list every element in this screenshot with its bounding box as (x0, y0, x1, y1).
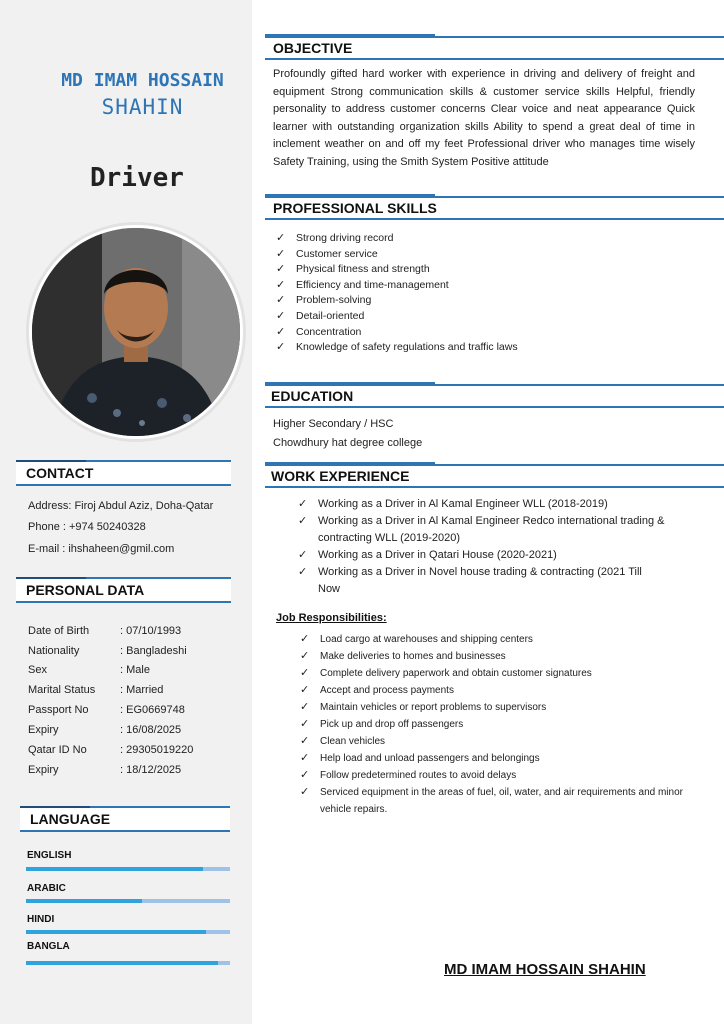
job-title: Driver (90, 163, 184, 193)
check-icon: ✓ (300, 633, 310, 645)
check-icon: ✓ (298, 549, 308, 561)
responsibility-text: Accept and process payments (320, 685, 454, 696)
professional-skills-heading (265, 196, 724, 220)
list-item (274, 293, 518, 309)
language-bar-fill (26, 899, 142, 903)
personal-value: : Married (120, 684, 164, 696)
list-item (274, 247, 518, 263)
list-item (298, 699, 698, 716)
check-icon: ✓ (298, 498, 308, 510)
heading-accent (265, 34, 435, 37)
list-item (298, 665, 698, 682)
education-heading-text: EDUCATION (271, 388, 354, 404)
check-icon: ✓ (276, 278, 286, 291)
list-item (274, 278, 518, 294)
personal-row (28, 764, 228, 776)
objective-heading (265, 36, 724, 60)
list-item (296, 547, 666, 564)
responsibility-text: Maintain vehicles or report problems to supervisors (320, 702, 547, 713)
language-name: BANGLA (27, 941, 70, 952)
heading-accent (16, 577, 86, 579)
footer-name: MD IMAM HOSSAIN SHAHIN (444, 961, 646, 978)
objective-text: Profoundly gifted hard worker with experience in driving and delivery of freight and equipment Strong communication skills & customer service skills Helpful, friendly personality to address customer concerns Clear voice and neat appearance Quick learner with outstanding organization skills Ability to spend a great deal of time in inclement weather on and off my feet Professional driver who manages time wisely Safety Training, using the Smith System Positive attitude (273, 68, 695, 168)
personal-value: : Bangladeshi (120, 645, 187, 657)
personal-label: Sex (28, 664, 47, 676)
language-bar-fill (26, 930, 206, 934)
language-bar (26, 867, 230, 871)
responsibility-text: Make deliveries to homes and businesses (320, 651, 506, 662)
personal-data-heading (16, 577, 231, 603)
skill-text: Knowledge of safety regulations and traffic laws (296, 341, 518, 354)
contact-heading-text: CONTACT (26, 465, 94, 481)
check-icon: ✓ (276, 309, 286, 322)
personal-row (28, 645, 228, 657)
check-icon: ✓ (300, 718, 310, 730)
check-icon: ✓ (300, 667, 310, 679)
education-heading (265, 384, 724, 408)
personal-value: : 18/12/2025 (120, 764, 182, 776)
language-bar-fill (26, 867, 203, 871)
profile-photo (32, 228, 240, 436)
check-icon: ✓ (298, 515, 308, 527)
work-list (296, 496, 666, 598)
skill-text: Customer service (296, 247, 378, 260)
work-item-text: Working as a Driver in Novel house trading & contracting (2021 Till Now (318, 566, 642, 595)
check-icon: ✓ (298, 566, 308, 578)
list-item (296, 496, 666, 513)
check-icon: ✓ (300, 769, 310, 781)
list-item (298, 631, 698, 648)
language-heading (20, 806, 230, 832)
list-item (298, 648, 698, 665)
personal-label: Expiry (28, 764, 59, 776)
list-item (274, 231, 518, 247)
language-bar (26, 930, 230, 934)
contact-address: Address: Firoj Abdul Aziz, Doha-Qatar (28, 500, 214, 512)
personal-value: : 16/08/2025 (120, 724, 182, 736)
name-line2: SHAHIN (101, 95, 184, 119)
list-item (298, 767, 698, 784)
responsibility-text: Help load and unload passengers and belongings (320, 753, 540, 764)
responsibility-text: Pick up and drop off passengers (320, 719, 464, 730)
personal-row (28, 724, 228, 736)
list-item (274, 262, 518, 278)
check-icon: ✓ (276, 325, 286, 338)
contact-phone: Phone : +974 50240328 (28, 521, 146, 533)
heading-accent (265, 462, 435, 465)
skills-list (274, 231, 518, 356)
check-icon: ✓ (276, 294, 286, 307)
personal-row (28, 664, 228, 676)
education-degree: Higher Secondary / HSC (273, 418, 394, 430)
check-icon: ✓ (300, 735, 310, 747)
personal-label: Nationality (28, 645, 80, 657)
check-icon: ✓ (300, 684, 310, 696)
check-icon: ✓ (300, 701, 310, 713)
profile-photo-illustration (32, 228, 240, 436)
language-bar (26, 899, 230, 903)
skill-text: Strong driving record (296, 232, 394, 244)
personal-label: Qatar ID No (28, 744, 87, 756)
personal-row (28, 744, 228, 756)
responsibility-text: Follow predetermined routes to avoid delays (320, 770, 517, 781)
responsibilities-list (298, 631, 698, 818)
work-item-text: Working as a Driver in Qatari House (2020-2021) (318, 549, 557, 561)
work-experience-heading-text: WORK EXPERIENCE (271, 468, 410, 484)
skill-text: Physical fitness and strength (296, 263, 430, 276)
check-icon: ✓ (300, 786, 310, 798)
work-experience-heading (265, 464, 724, 488)
list-item (274, 340, 518, 356)
check-icon: ✓ (276, 263, 286, 276)
personal-value: : Male (120, 664, 150, 676)
personal-data-heading-text: PERSONAL DATA (26, 582, 145, 598)
list-item (298, 682, 698, 699)
personal-value: : 29305019220 (120, 744, 194, 756)
check-icon: ✓ (276, 232, 286, 244)
list-item (274, 325, 518, 341)
language-bar-fill (26, 961, 218, 965)
name-line1: MD IMAM HOSSAIN (61, 70, 224, 91)
job-responsibilities-heading: Job Responsibilities: (276, 612, 387, 624)
list-item (296, 513, 666, 547)
skill-text: Detail-oriented (296, 309, 365, 322)
heading-accent (16, 460, 86, 462)
work-item-text: Working as a Driver in Al Kamal Engineer WLL (2018-2019) (318, 498, 608, 510)
language-name: ENGLISH (27, 850, 72, 861)
left-sidebar (0, 0, 252, 1024)
personal-row (28, 704, 228, 716)
personal-label: Date of Birth (28, 625, 90, 637)
language-name: HINDI (27, 914, 55, 925)
responsibility-text: Load cargo at warehouses and shipping centers (320, 634, 533, 645)
objective-heading-text: OBJECTIVE (273, 40, 353, 56)
personal-value: : 07/10/1993 (120, 625, 182, 637)
personal-label: Marital Status (28, 684, 96, 696)
professional-skills-heading-text: PROFESSIONAL SKILLS (273, 200, 437, 216)
responsibility-text: Serviced equipment in the areas of fuel, oil, water, and air requirements and minor vehicle repairs. (320, 787, 683, 815)
check-icon: ✓ (300, 650, 310, 662)
contact-heading (16, 460, 231, 486)
contact-email: E-mail : ihshaheen@gmil.com (28, 543, 175, 555)
list-item (274, 309, 518, 325)
personal-value: : EG0669748 (120, 704, 185, 716)
check-icon: ✓ (276, 247, 286, 260)
personal-row (28, 684, 228, 696)
heading-accent (20, 806, 90, 808)
check-icon: ✓ (300, 752, 310, 764)
skill-text: Concentration (296, 325, 362, 338)
responsibility-text: Complete delivery paperwork and obtain customer signatures (320, 668, 592, 679)
list-item (298, 784, 698, 818)
responsibility-text: Clean vehicles (320, 736, 386, 747)
heading-accent (265, 194, 435, 197)
check-icon: ✓ (276, 341, 286, 354)
list-item (296, 564, 666, 598)
skill-text: Problem-solving (296, 294, 372, 307)
personal-row (28, 625, 228, 637)
language-heading-text: LANGUAGE (30, 811, 111, 827)
heading-accent (265, 382, 435, 385)
personal-label: Expiry (28, 724, 59, 736)
language-name: ARABIC (27, 883, 66, 894)
list-item (298, 750, 698, 767)
list-item (298, 733, 698, 750)
list-item (298, 716, 698, 733)
personal-label: Passport No (28, 704, 89, 716)
education-institution: Chowdhury hat degree college (273, 437, 423, 449)
work-item-text: Working as a Driver in Al Kamal Engineer Redco international trading & contracting WLL (2019-2020) (318, 515, 665, 544)
skill-text: Efficiency and time-management (296, 278, 449, 291)
language-bar (26, 961, 230, 965)
